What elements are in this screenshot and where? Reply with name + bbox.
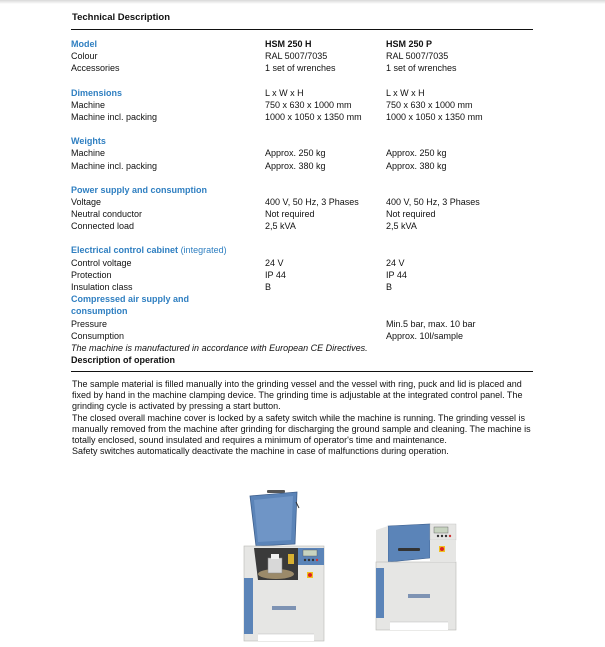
row-value: Approx. 10l/sample [386, 330, 464, 341]
row-value: Min.5 bar, max. 10 bar [386, 318, 476, 329]
row-value: 1000 x 1050 x 1350 mm [265, 111, 362, 122]
spec-row [71, 257, 533, 269]
description-paragraph: Safety switches automatically deactivate the machine in case of malfunctions during operation. [72, 446, 449, 457]
row-label: Connected load [71, 221, 135, 232]
row-label: Voltage [71, 196, 102, 207]
description-heading: Description of operation [71, 355, 176, 366]
row-value: 750 x 630 x 1000 mm [386, 99, 473, 110]
section-heading-electrical [71, 244, 533, 256]
section-heading: Power supply and consumption [71, 184, 208, 195]
section-heading: consumption [71, 306, 128, 317]
section-heading-power [71, 184, 533, 196]
row-value: 24 V [265, 257, 284, 268]
row-value: Not required [265, 209, 315, 220]
row-value: B [386, 282, 393, 292]
row-label: Machine incl. packing [71, 111, 158, 122]
row-value: 2,5 kVA [265, 221, 296, 232]
ce-note-row [71, 342, 533, 354]
spec-row [71, 318, 533, 330]
row-label: Machine [71, 99, 106, 110]
title-divider [71, 29, 533, 30]
spec-row [71, 208, 533, 220]
row-value: 1 set of wrenches [386, 63, 457, 74]
row-value: Approx. 380 kg [265, 160, 326, 171]
section-heading: Weights [71, 136, 106, 147]
row-value: IP 44 [386, 269, 407, 280]
row-value: 400 V, 50 Hz, 3 Phases [386, 196, 480, 207]
row-value: IP 44 [265, 269, 286, 280]
spec-row [71, 196, 533, 208]
row-value: L x W x H [265, 87, 304, 98]
page-title: Technical Description [72, 12, 171, 23]
spec-row [71, 160, 533, 172]
row-label: Machine [71, 148, 106, 159]
section-heading-compressed-air-cont [71, 305, 533, 317]
spec-row [71, 281, 533, 293]
row-label: Accessories [71, 63, 120, 74]
section-heading-weights [71, 135, 533, 147]
row-value: RAL 5007/7035 [265, 51, 328, 62]
spec-row [71, 99, 533, 111]
section-heading-model [71, 38, 533, 50]
row-value: L x W x H [386, 87, 425, 98]
description-paragraph: The sample material is filled manually into the grinding vessel and the vessel with ring, puck and lid is placed and fixed by hand in the machine clamping device. The grinding time is adjustable at the integrated control panel. The grinding cycle is activated by pressing a start button. [72, 379, 523, 412]
model-column-2: HSM 250 P [386, 39, 433, 49]
section-heading: Compressed air supply and [71, 294, 190, 305]
section-heading: Model [71, 39, 97, 49]
row-label: Protection [71, 269, 112, 280]
machine-image-open [232, 488, 332, 647]
section-heading-dimensions [71, 87, 533, 99]
top-shade [0, 0, 605, 4]
row-value: Approx. 250 kg [386, 148, 447, 159]
machine-images [0, 488, 605, 647]
row-label: Consumption [71, 330, 125, 341]
description-heading-row [71, 354, 533, 366]
row-value: 1 set of wrenches [265, 63, 336, 74]
spec-row [71, 269, 533, 281]
row-value: RAL 5007/7035 [386, 51, 449, 62]
section-heading-compressed-air [71, 293, 533, 305]
row-label: Pressure [71, 318, 108, 329]
spec-row [71, 147, 533, 159]
row-label: Insulation class [71, 282, 133, 292]
row-value: Not required [386, 209, 436, 220]
spec-row [71, 50, 533, 62]
spec-row [71, 62, 533, 74]
machine-image-closed [368, 522, 464, 636]
spec-row [71, 220, 533, 232]
spec-row [71, 111, 533, 123]
section-heading [71, 244, 227, 256]
row-value: Approx. 380 kg [386, 160, 447, 171]
ce-note: The machine is manufactured in accordance with European CE Directives. [71, 342, 368, 353]
row-label: Colour [71, 51, 98, 62]
row-label: Neutral conductor [71, 209, 143, 220]
description-paragraph: The closed overall machine cover is locked by a safety switch while the machine is running. The grinding vessel is manually removed from the machine after grinding for discharging the ground sample and cleaning. The machine is totally enclosed, sound insulated and requires a minimum of operator's time and maintenance. [72, 412, 531, 446]
row-value: 2,5 kVA [386, 221, 417, 232]
row-value: B [265, 282, 272, 292]
section-heading-sub: (integrated) [180, 245, 227, 256]
spec-table [71, 38, 533, 366]
description-divider [71, 371, 533, 372]
row-value: 24 V [386, 257, 405, 268]
description-body [72, 379, 542, 457]
row-value: 400 V, 50 Hz, 3 Phases [265, 196, 359, 207]
row-value: Approx. 250 kg [265, 148, 326, 159]
spec-row [71, 330, 533, 342]
section-heading-text: Electrical control cabinet [71, 245, 179, 256]
row-value: 750 x 630 x 1000 mm [265, 99, 352, 110]
section-heading: Dimensions [71, 87, 123, 98]
row-label: Machine incl. packing [71, 160, 158, 171]
row-label: Control voltage [71, 257, 132, 268]
row-value: 1000 x 1050 x 1350 mm [386, 111, 483, 122]
model-column-1: HSM 250 H [265, 39, 312, 49]
